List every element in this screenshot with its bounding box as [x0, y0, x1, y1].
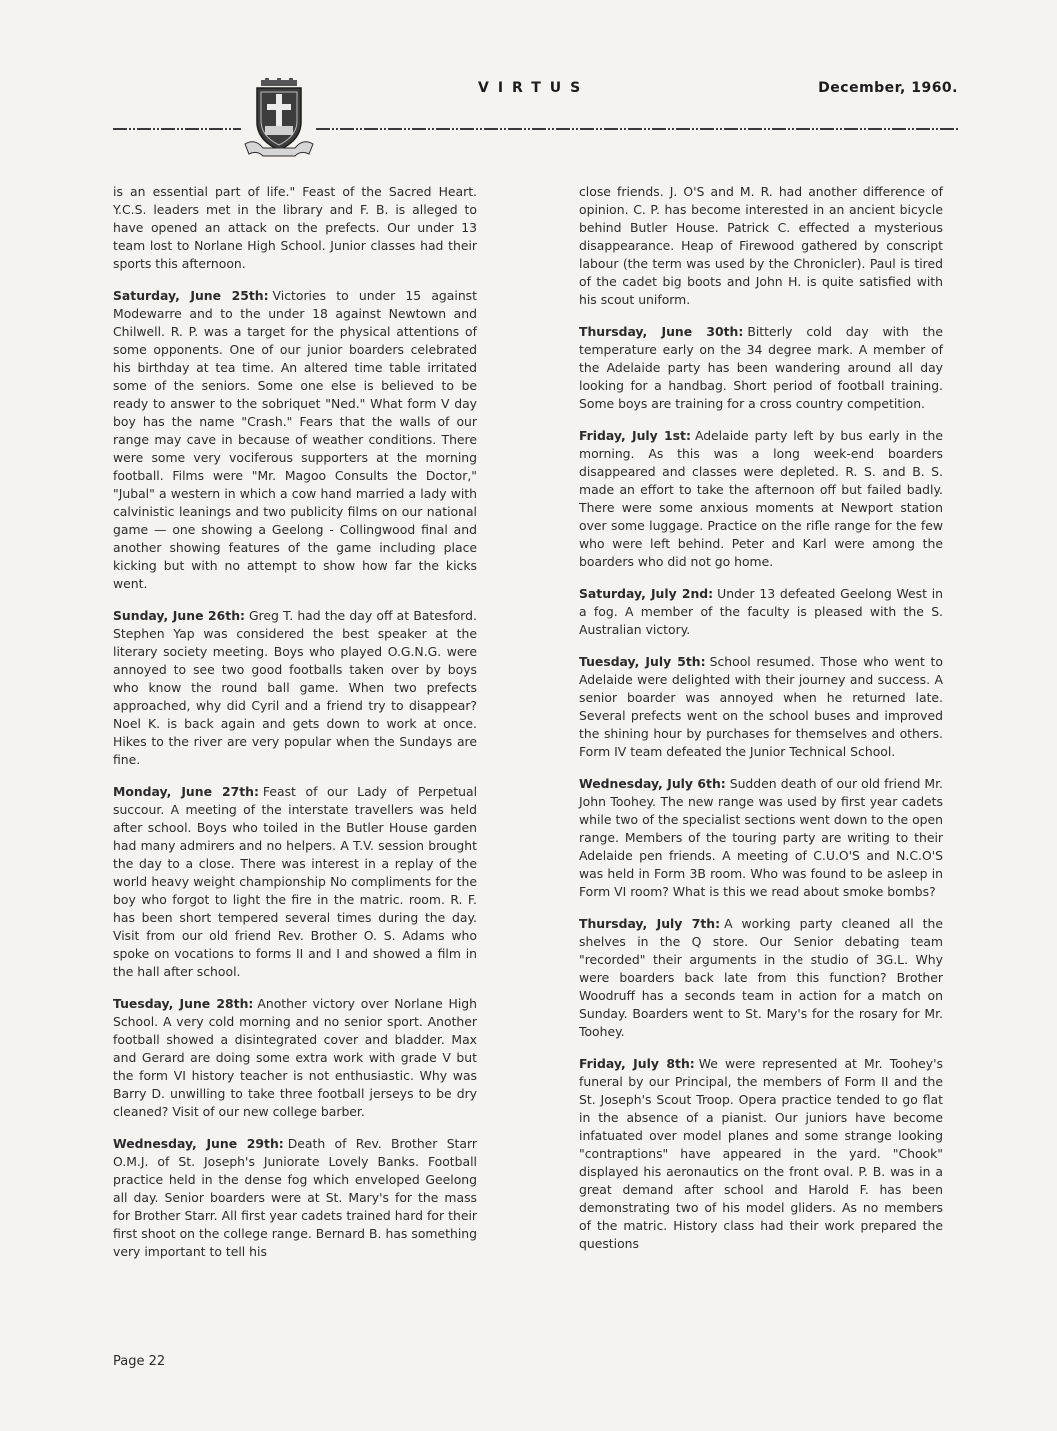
entry-text: Death of Rev. Brother Starr O.M.J. of St. Joseph's Juniorate Lovely Banks. Football practice held in the dense fog which enveloped Geelong all day. Senior boarders were at St. Mary's for the mass for Brother Starr. All first year cadets trained hard for their first shoot on the college range. Bernard B. has something very important to tell his — [113, 1136, 477, 1259]
entry-date: Sunday, June 26th: — [113, 608, 245, 623]
left-column — [113, 183, 477, 1275]
entry-text: Feast of our Lady of Perpetual succour. A meeting of the interstate travellers was held after school. Boys who toiled in the Butler House garden had many admirers and no helpers. A T.V. session brought the day to a close. There was interest in a replay of the world heavy weight championship No compliments for the boy who forgot to light the fire in the matric. room. R. F. has been short tempered several times during the day. Visit from our old friend Rev. Brother O. S. Adams who spoke on vocations to forms II and I and showed a film in the hall after school. — [113, 784, 478, 979]
issue-date: December, 1960. — [818, 80, 958, 96]
entry-text: School resumed. Those who went to Adelaide were delighted with their journey and success. A senior boarder was annoyed when he returned late. Several prefects went on the school buses and improved the shining hour by purchases for themselves and others. Form IV team defeated the Junior Technical School. — [579, 654, 943, 759]
header-rule-left — [113, 126, 241, 132]
entry-text: Adelaide party left by bus early in the morning. As this was a long week-end boarders disappeared and classes were depleted. R. S. and B. S. made an effort to take the afternoon off but failed badly. There were some anxious moments at Newport station over some luggage. Practice on the rifle range for the few who were left behind. Peter and Karl were among the boarders who did not go home. — [579, 428, 943, 569]
entry-text: Under 13 defeated Geelong West in a fog. A member of the faculty is pleased with the S. Australian victory. — [579, 586, 943, 637]
diary-entry — [579, 1055, 943, 1253]
diary-entry — [113, 995, 477, 1121]
entry-date: Thursday, June 30th: — [579, 324, 744, 339]
entry-date: Friday, July 8th: — [579, 1056, 695, 1071]
entry-date: Wednesday, July 6th: — [579, 776, 726, 791]
entry-text: A working party cleaned all the shelves in the Q store. Our Senior debating team "recorded" their arguments in the studio of 3G.L. Why were boarders back late from this function? Brother Woodruff has a seconds team in action for a match on Sunday. Boarders went to St. Mary's for the rosary for Mr. Toohey. — [579, 916, 943, 1039]
diary-entry — [579, 775, 943, 901]
entry-text: Greg T. had the day off at Batesford. Stephen Yap was considered the best speaker at the literary society meeting. Boys who played O.G.N.G. were annoyed to see two good footballs taken over by boys who know the round ball game. When two prefects approached, why did Cyril and a friend try to disappear? Noel K. is back again and gets down to work at once. Hikes to the river are very popular when the Sundays are fine. — [113, 608, 477, 767]
entry-date: Friday, July 1st: — [579, 428, 691, 443]
header-rule-right — [316, 126, 958, 132]
diary-entry — [579, 323, 943, 413]
diary-entry — [579, 653, 943, 761]
diary-entry — [579, 585, 943, 639]
magazine-title: VIRTUS — [478, 80, 590, 96]
entry-text: Bitterly cold day with the temperature early on the 34 degree mark. A member of the Adelaide party has been wandering around all day looking for a handbag. Short period of football training. Some boys are training for a cross country competition. — [579, 324, 943, 411]
diary-entry — [113, 287, 477, 593]
diary-entry — [579, 915, 943, 1041]
diary-entry — [579, 427, 943, 571]
diary-entry — [113, 1135, 477, 1261]
continued-entry: is an essential part of life." Feast of the Sacred Heart. Y.C.S. leaders met in the library and F. B. is alleged to have opened an attack on the prefects. Our under 13 team lost to Norlane High School. Junior classes had their sports this afternoon. — [113, 184, 477, 271]
entry-text: We were represented at Mr. Toohey's funeral by our Principal, the members of Form II and the St. Joseph's Scout Troop. Opera practice tended to go flat in the absence of a pianist. Our juniors have become infatuated over model planes and some strange looking "contraptions" have appeared in the yard. "Chook" displayed his aeronautics on the front oval. P. B. was in a great demand after school and Harold F. has been demonstrating two of his model gliders. As no members of the matric. History class had their work prepared the questions — [579, 1056, 943, 1251]
continued-entry: close friends. J. O'S and M. R. had another difference of opinion. C. P. has become interested in an ancient bicycle behind Butler House. Patrick C. effected a mysterious disappearance. Heap of Firewood gathered by conscript labour (the term was used by the Chronicler). Paul is tired of the cadet big boots and John H. is quite satisfied with his scout uniform. — [579, 184, 943, 307]
entry-date: Tuesday, June 28th: — [113, 996, 254, 1011]
right-column — [579, 183, 943, 1267]
entry-text: Victories to under 15 against Modewarre and to the under 18 against Newtown and Chilwell. R. P. was a target for the physical attentions of some opponents. One of our junior boarders celebrated his birthday at tea time. An altered time table irritated some of the seniors. Some one else is believed to be ready to answer to the sobriquet "Ned." What form V day boy has the name "Crash." Fears that the walls of our range may cave in because of weather conditions. There were some very vociferous supporters at the morning football. Films were "Mr. Magoo Consults the Doctor," "Jubal" a western in which a cow hand married a lady with calvinistic leanings and two publicity films on our national game — one showing a Geelong - Collingwood final and another showing features of the game including place kicking but with no attempt to show how far the kicks went. — [113, 288, 477, 591]
entry-date: Wednesday, June 29th: — [113, 1136, 284, 1151]
college-crest-icon — [243, 78, 315, 160]
entry-date: Thursday, July 7th: — [579, 916, 721, 931]
page-header — [0, 0, 1057, 160]
entry-text: Sudden death of our old friend Mr. John Toohey. The new range was used by first year cadets while two of the specialist sections went down to the open range. Members of the touring party are writing to their Adelaide pen friends. A meeting of C.U.O'S and N.C.O'S was held in Form 3B room. Who was found to be asleep in Form VI room? What is this we read about smoke bombs? — [579, 776, 943, 899]
entry-date: Saturday, June 25th: — [113, 288, 269, 303]
entry-date: Saturday, July 2nd: — [579, 586, 714, 601]
entry-text: Another victory over Norlane High School. A very cold morning and no senior sport. Another football showed a disintegrated cover and bladder. Max and Gerard are doing some extra work with grade V but the form VI history teacher is not enthusiastic. Why was Barry D. unwilling to take three football jerseys to be dry cleaned? Visit of our new college barber. — [113, 996, 477, 1119]
entry-date: Monday, June 27th: — [113, 784, 259, 799]
entry-date: Tuesday, July 5th: — [579, 654, 706, 669]
diary-entry — [113, 607, 477, 769]
diary-entry — [113, 783, 477, 981]
page-number: Page 22 — [113, 1354, 166, 1369]
